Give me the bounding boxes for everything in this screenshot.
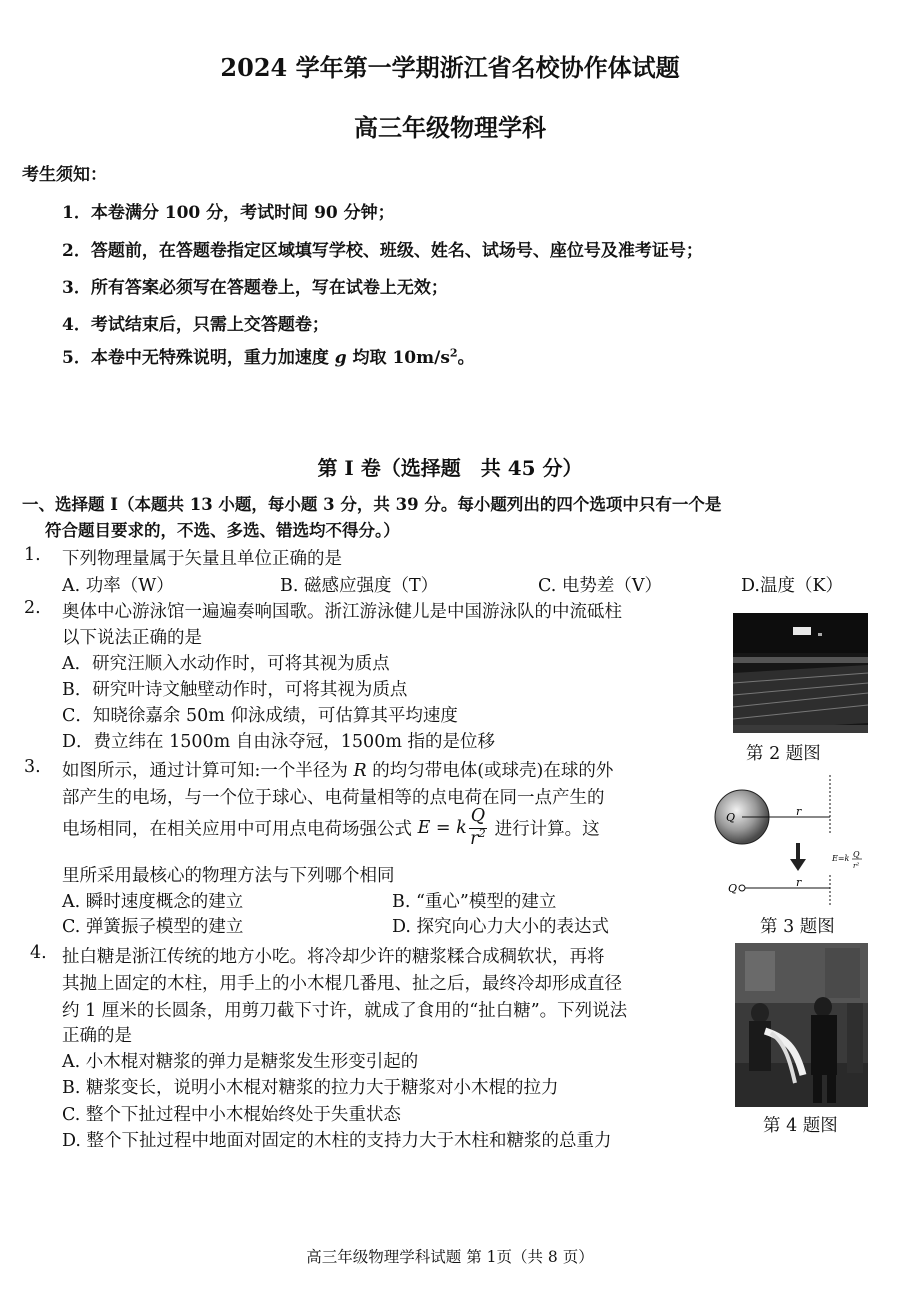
section-instruction-line2: 符合题目要求的，不选、多选、错选均不得分。） — [45, 521, 400, 540]
down-arrow-icon — [790, 859, 806, 871]
q4-number: 4. — [30, 943, 47, 963]
q4-option-c: C. 整个下扯过程中小木棍始终处于失重状态 — [62, 1105, 401, 1125]
q3-caption: 第 3 题图 — [760, 917, 835, 937]
notice-item-3: 3．所有答案必须写在答题卷上，写在试卷上无效； — [62, 278, 448, 298]
q3-fig-e-num: Q — [853, 850, 860, 859]
q4-caption: 第 4 题图 — [763, 1116, 838, 1136]
q3-number: 3. — [24, 757, 41, 777]
q3-fig-q-bottom: Q — [728, 882, 738, 895]
section-title: 第 I 卷（选择题 共 45 分） — [317, 456, 583, 480]
subject-title: 高三年级物理学科 — [354, 113, 546, 142]
q2-option-a: A．研究汪顺入水动作时，可将其视为质点 — [62, 654, 390, 674]
q2-option-c: C．知晓徐嘉余 50m 仰泳成绩，可估算其平均速度 — [62, 706, 458, 726]
q3-stem-line1: 如图所示，通过计算可知:一个半径为 R 的均匀带电体(或球壳)在球的外 — [62, 761, 614, 781]
candy-pulling-image — [735, 943, 868, 1107]
q3-stem-line3: 电场相同，在相关应用中可用点电荷场强公式 E = k $\frac{Q}{r^2}$ 进行计算。这 — [62, 806, 600, 849]
q3-fig-r-top: r — [796, 805, 802, 818]
section-instruction-line1: 一、选择题 I（本题共 13 小题，每小题 3 分，共 39 分。每小题列出的四个选项中只有一个是 — [22, 495, 722, 514]
q3-option-a: A. 瞬时速度概念的建立 — [62, 892, 244, 912]
page-footer: 高三年级物理学科试题 第 1页（共 8 页） — [306, 1248, 594, 1266]
q3-fig-r-bottom: r — [796, 876, 802, 889]
q2-number: 2. — [24, 598, 41, 618]
notice-item-2: 2．答题前，在答题卷指定区域填写学校、班级、姓名、试场号、座位号及准考证号； — [62, 241, 703, 261]
q1-stem: 下列物理量属于矢量且单位正确的是 — [62, 549, 342, 569]
q2-photo — [733, 613, 868, 733]
notice-heading: 考生须知： — [22, 165, 107, 185]
q2-caption: 第 2 题图 — [746, 744, 821, 764]
q4-photo — [735, 943, 868, 1107]
q1-option-a: A. 功率（W） — [62, 576, 174, 596]
point-charge — [739, 885, 745, 891]
q3-fig-e-den: r² — [853, 862, 860, 870]
notice-item-4: 4．考试结束后，只需上交答题卷； — [62, 315, 329, 335]
q3-stem-line2: 部产生的电场，与一个位于球心、电荷量相等的点电荷在同一点产生的 — [62, 788, 605, 808]
q4-option-b: B. 糖浆变长，说明小木棍对糖浆的拉力大于糖浆对小木棍的拉力 — [62, 1078, 559, 1098]
swimming-pool-image — [733, 613, 868, 733]
q4-stem-line1: 扯白糖是浙江传统的地方小吃。将冷却少许的糖浆糅合成稠软状，再将 — [62, 947, 605, 967]
q3-fig-q-top: Q — [726, 811, 736, 824]
q3-option-d: D. 探究向心力大小的表达式 — [392, 917, 610, 937]
notice-item-1: 1．本卷满分 100 分，考试时间 90 分钟； — [62, 203, 395, 223]
q1-option-b: B. 磁感应强度（T） — [280, 576, 439, 596]
q2-stem-line2: 以下说法正确的是 — [62, 628, 202, 648]
q4-stem-line4: 正确的是 — [62, 1026, 132, 1046]
q4-option-a: A. 小木棍对糖浆的弹力是糖浆发生形变引起的 — [62, 1052, 419, 1072]
q3-option-b: B. “重心”模型的建立 — [392, 892, 557, 912]
q1-number: 1. — [24, 545, 41, 565]
notice-item-5: 5．本卷中无特殊说明，重力加速度 g 均取 $10m/s^2$。 — [62, 346, 475, 368]
q4-option-d: D. 整个下扯过程中地面对固定的木柱的支持力大于木柱和糖浆的总重力 — [62, 1131, 612, 1151]
q1-option-c: C. 电势差（V） — [538, 576, 663, 596]
q1-option-d: D.温度（K） — [741, 576, 844, 596]
q3-stem-line4: 里所采用最核心的物理方法与下列哪个相同 — [62, 866, 395, 886]
q2-stem-line1: 奥体中心游泳馆一遍遍奏响国歌。浙江游泳健儿是中国游泳队的中流砥柱 — [62, 602, 622, 622]
exam-title: 2024 学年第一学期浙江省名校协作体试题 — [220, 53, 680, 82]
q3-formula-fraction: $\frac{Q}{r^2}$ — [470, 806, 486, 849]
q2-option-d: D．费立纬在 1500m 自由泳夺冠，1500m 指的是位移 — [62, 732, 495, 752]
q4-stem-line3: 约 1 厘米的长圆条，用剪刀截下寸许，就成了食用的“扯白糖”。下列说法 — [62, 1001, 628, 1021]
q3-option-c: C. 弹簧振子模型的建立 — [62, 917, 244, 937]
q4-stem-line2: 其抛上固定的木柱，用手上的小木棍几番甩、扯之后，最终冷却形成直径 — [62, 974, 622, 994]
q3-fig-e-label: E=k — [832, 854, 850, 863]
q3-diagram — [712, 775, 872, 910]
q2-option-b: B．研究叶诗文触壁动作时，可将其视为质点 — [62, 680, 408, 700]
